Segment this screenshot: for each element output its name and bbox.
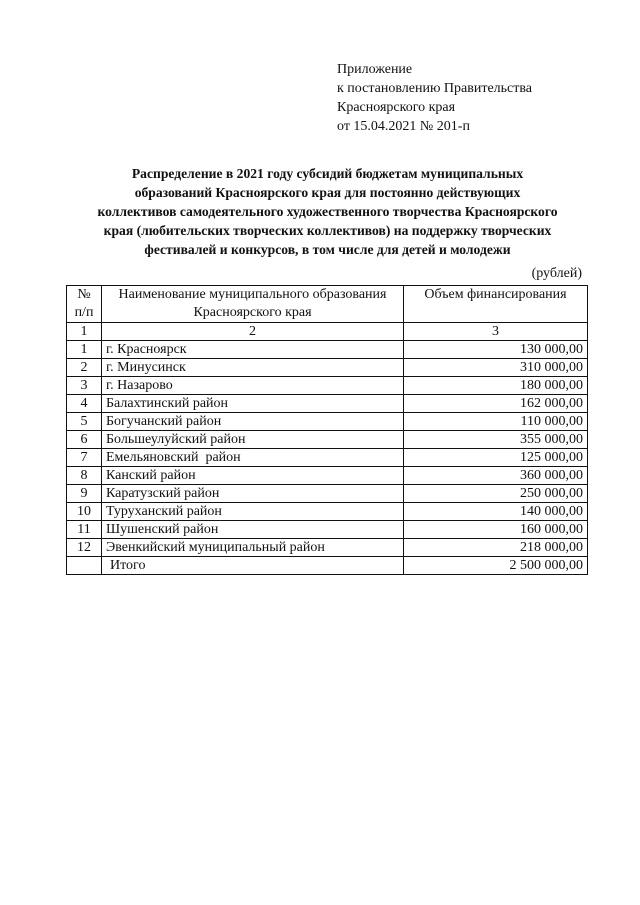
row-name: Каратузский район [102, 485, 404, 503]
index-cell: 3 [404, 323, 588, 341]
appendix-line: Красноярского края [337, 100, 456, 115]
row-num: 3 [67, 377, 102, 395]
appendix-date-line: от 15.04.2021 № 201-п [337, 119, 470, 134]
title-line: Распределение в 2021 году субсидий бюджетам муниципальных [131, 166, 524, 181]
row-amount: 180 000,00 [404, 377, 588, 395]
header-amount: Объем финансирования [404, 286, 588, 323]
appendix-block [337, 60, 532, 136]
row-amount: 125 000,00 [404, 449, 588, 467]
row-num: 6 [67, 431, 102, 449]
table-row [67, 413, 588, 431]
title-line: образований Красноярского края для постоянно действующих [134, 185, 521, 200]
row-num: 5 [67, 413, 102, 431]
title-line: фестивалей и конкурсов, в том числе для детей и молодежи [144, 242, 511, 257]
row-num: 2 [67, 359, 102, 377]
row-num: 9 [67, 485, 102, 503]
table-row [67, 503, 588, 521]
table-total-row [67, 557, 588, 575]
table-row [67, 539, 588, 557]
row-amount: 130 000,00 [404, 341, 588, 359]
row-amount: 250 000,00 [404, 485, 588, 503]
row-name: Туруханский район [102, 503, 404, 521]
row-num: 8 [67, 467, 102, 485]
appendix-line: Приложение [337, 62, 413, 77]
row-name: Большеулуйский район [102, 431, 404, 449]
table-header-row [67, 286, 588, 323]
index-cell: 2 [102, 323, 404, 341]
row-num: 4 [67, 395, 102, 413]
row-amount: 360 000,00 [404, 467, 588, 485]
row-num: 1 [67, 341, 102, 359]
table-row [67, 467, 588, 485]
table-row [67, 395, 588, 413]
row-amount: 110 000,00 [404, 413, 588, 431]
row-amount: 218 000,00 [404, 539, 588, 557]
row-name: Емельяновский район [102, 449, 404, 467]
row-num: 7 [67, 449, 102, 467]
units-label: (рублей) [531, 266, 582, 281]
row-amount: 160 000,00 [404, 521, 588, 539]
table-row [67, 359, 588, 377]
distribution-table [66, 285, 588, 575]
total-num-empty [67, 557, 102, 575]
row-name: г. Минусинск [102, 359, 404, 377]
table-row [67, 449, 588, 467]
total-label: Итого [102, 557, 404, 575]
title-line: коллективов самодеятельного художественного творчества Красноярского [97, 204, 558, 219]
table-index-row [67, 323, 588, 341]
table-row [67, 521, 588, 539]
row-name: Балахтинский район [102, 395, 404, 413]
appendix-line: к постановлению Правительства [337, 81, 533, 96]
row-amount: 355 000,00 [404, 431, 588, 449]
row-num: 12 [67, 539, 102, 557]
row-amount: 140 000,00 [404, 503, 588, 521]
document-title [60, 164, 595, 259]
row-amount: 310 000,00 [404, 359, 588, 377]
index-cell: 1 [67, 323, 102, 341]
table-row [67, 431, 588, 449]
row-amount: 162 000,00 [404, 395, 588, 413]
table-row [67, 377, 588, 395]
row-num: 11 [67, 521, 102, 539]
table-row [67, 485, 588, 503]
title-line: края (любительских творческих коллективов) на поддержку творческих [103, 223, 552, 238]
header-name: Наименование муниципального образования Красноярского края [102, 286, 404, 323]
total-amount: 2 500 000,00 [404, 557, 588, 575]
row-name: г. Красноярск [102, 341, 404, 359]
row-name: Канский район [102, 467, 404, 485]
row-name: Шушенский район [102, 521, 404, 539]
table-row [67, 341, 588, 359]
header-num: № п/п [67, 286, 102, 323]
row-num: 10 [67, 503, 102, 521]
row-name: г. Назарово [102, 377, 404, 395]
row-name: Богучанский район [102, 413, 404, 431]
row-name: Эвенкийский муниципальный район [102, 539, 404, 557]
